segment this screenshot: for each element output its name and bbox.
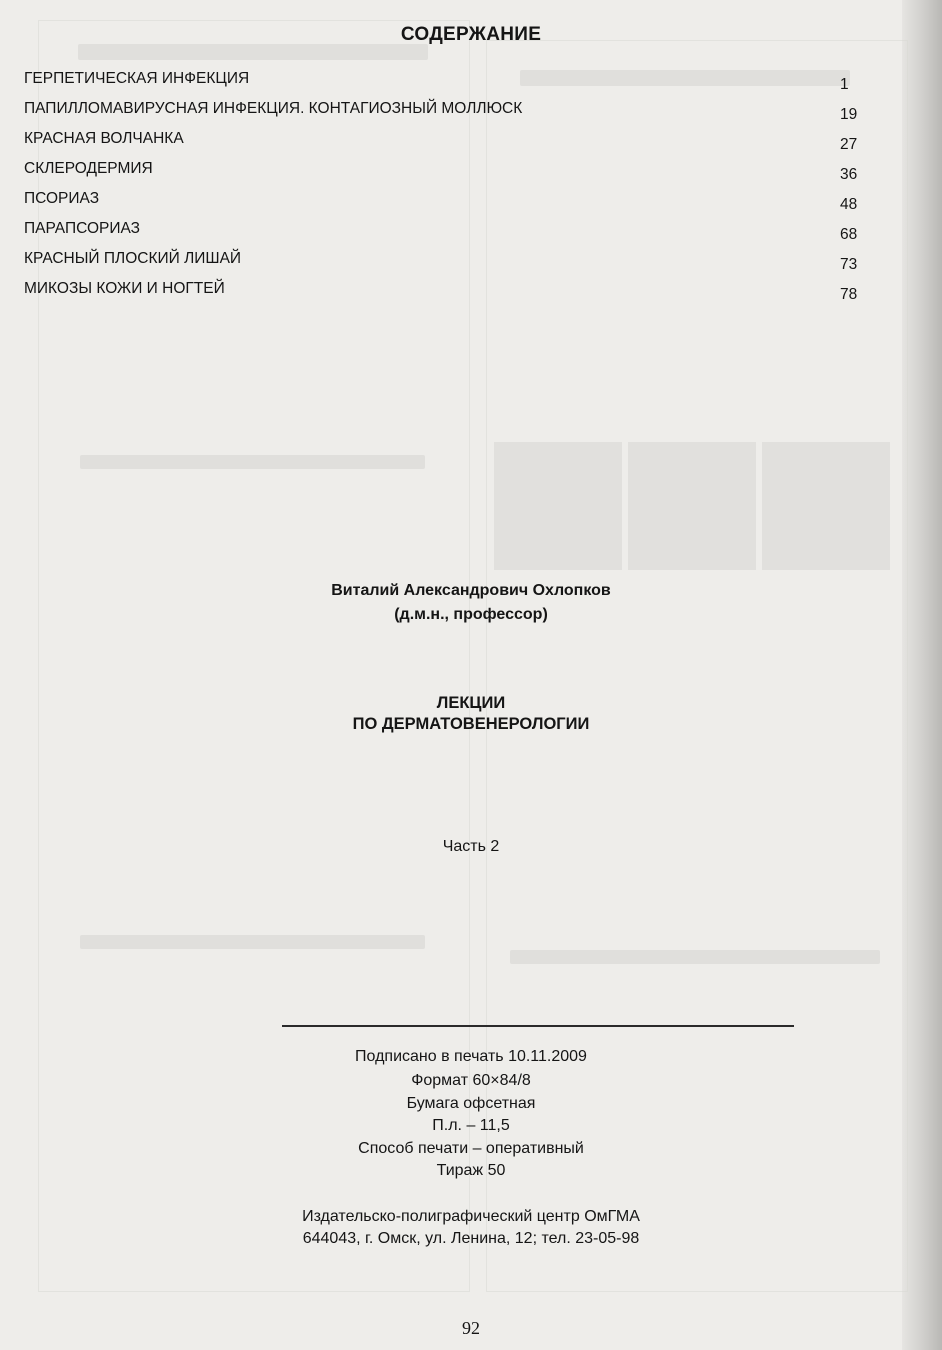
book-title-line-1: ЛЕКЦИИ [436, 694, 506, 712]
toc-entry-title: ГЕРПЕТИЧЕСКАЯ ИНФЕКЦИЯ [24, 70, 250, 87]
toc-entry [0, 130, 942, 154]
toc-entry-title: КРАСНАЯ ВОЛЧАНКА [24, 130, 184, 147]
toc-entry-title: ПАРАПСОРИАЗ [24, 220, 141, 237]
toc-entry-page: 19 [840, 106, 858, 123]
toc-entry-title: ПАПИЛЛОМАВИРУСНАЯ ИНФЕКЦИЯ. КОНТАГИОЗНЫЙ МОЛЛЮСК [24, 100, 523, 117]
toc-entry [0, 100, 942, 124]
bleed-through-line [80, 455, 425, 469]
imprint-publisher: Издательско-полиграфический центр ОмГМА [302, 1208, 640, 1225]
toc-entry-page: 73 [840, 256, 858, 273]
toc-entry-page: 48 [840, 196, 858, 213]
horizontal-divider [282, 1025, 794, 1027]
bleed-through-line [510, 950, 880, 964]
toc-entry [0, 280, 942, 304]
imprint-format: Формат 60×84/8 [411, 1072, 531, 1089]
toc-entry [0, 250, 942, 274]
bleed-through-photo [628, 442, 756, 570]
toc-entry-page: 36 [840, 166, 858, 183]
imprint-method: Способ печати – оперативный [358, 1140, 584, 1157]
imprint-run: Тираж 50 [436, 1162, 506, 1179]
bleed-through-line [78, 44, 428, 60]
toc-entry [0, 70, 942, 94]
toc-entry-page: 68 [840, 226, 858, 243]
toc-entry-title: СКЛЕРОДЕРМИЯ [24, 160, 153, 177]
toc-entry-page: 27 [840, 136, 858, 153]
book-title-line-2: ПО ДЕРМАТОВЕНЕРОЛОГИИ [352, 715, 590, 733]
author-degree: (д.м.н., профессор) [394, 606, 548, 623]
contents-heading: СОДЕРЖАНИЕ [400, 24, 542, 45]
imprint-signed: Подписано в печать 10.11.2009 [355, 1048, 587, 1065]
toc-entry-title: КРАСНЫЙ ПЛОСКИЙ ЛИШАЙ [24, 250, 242, 267]
book-part: Часть 2 [442, 838, 500, 855]
toc-entry [0, 160, 942, 184]
toc-entry-page: 78 [840, 286, 858, 303]
toc-entry [0, 220, 942, 244]
imprint-paper: Бумага офсетная [406, 1095, 536, 1112]
toc-entry-title: ПСОРИАЗ [24, 190, 100, 207]
bleed-through-photo [762, 442, 890, 570]
bleed-through-line [80, 935, 425, 949]
page-number: 92 [462, 1318, 480, 1338]
imprint-address: 644043, г. Омск, ул. Ленина, 12; тел. 23-05-98 [302, 1230, 640, 1247]
author-name: Виталий Александрович Охлопков [331, 582, 611, 599]
toc-entry-title: МИКОЗЫ КОЖИ И НОГТЕЙ [24, 280, 225, 297]
imprint-sheets: П.л. – 11,5 [432, 1117, 510, 1134]
bleed-through-photo [494, 442, 622, 570]
toc-entry-page: 1 [840, 76, 849, 93]
toc-entry [0, 190, 942, 214]
